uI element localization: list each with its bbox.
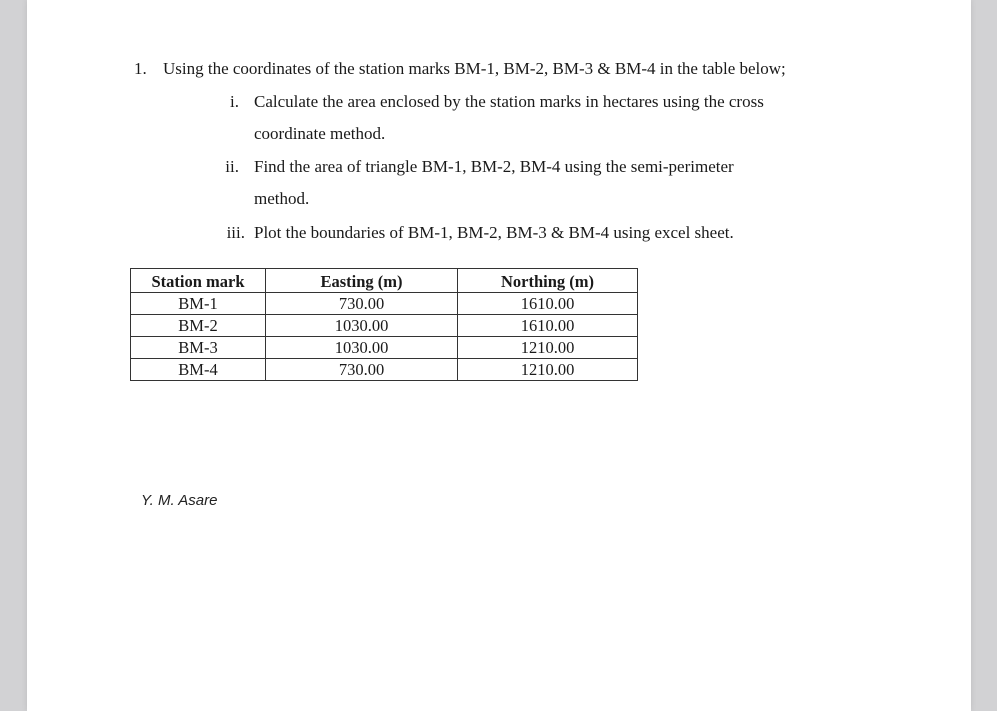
part-ii-line-1: Find the area of triangle BM-1, BM-2, BM-4 using the semi-perimeter — [254, 157, 734, 176]
coordinates-table — [130, 268, 638, 381]
author-name: Y. M. Asare — [141, 492, 218, 509]
part-iii-label: iii. — [226, 223, 245, 242]
part-iii-line-1: Plot the boundaries of BM-1, BM-2, BM-3 & BM-4 using excel sheet. — [254, 223, 734, 242]
cell-easting: 1030.00 — [266, 337, 458, 359]
header-easting: Easting (m) — [266, 269, 458, 293]
header-station-mark: Station mark — [131, 269, 266, 293]
cell-northing: 1210.00 — [458, 359, 638, 381]
part-ii-line-2: method. — [254, 189, 310, 208]
cell-station: BM-1 — [131, 293, 266, 315]
table-row — [131, 359, 638, 381]
cell-easting: 1030.00 — [266, 315, 458, 337]
question-text: Using the coordinates of the station marks BM-1, BM-2, BM-3 & BM-4 in the table below; — [163, 59, 786, 78]
cell-easting: 730.00 — [266, 359, 458, 381]
cell-station: BM-4 — [131, 359, 266, 381]
table-row — [131, 337, 638, 359]
cell-northing: 1610.00 — [458, 293, 638, 315]
part-i-line-2: coordinate method. — [254, 124, 386, 143]
table-header-row — [131, 269, 638, 293]
part-ii-label: ii. — [225, 157, 239, 176]
question-number: 1. — [134, 59, 147, 78]
cell-station: BM-3 — [131, 337, 266, 359]
cell-station: BM-2 — [131, 315, 266, 337]
cell-easting: 730.00 — [266, 293, 458, 315]
cell-northing: 1210.00 — [458, 337, 638, 359]
part-i-label: i. — [230, 92, 239, 111]
table-row — [131, 315, 638, 337]
header-northing: Northing (m) — [458, 269, 638, 293]
cell-northing: 1610.00 — [458, 315, 638, 337]
part-i-line-1: Calculate the area enclosed by the station marks in hectares using the cross — [254, 92, 764, 111]
document-page — [27, 0, 971, 711]
table-row — [131, 293, 638, 315]
